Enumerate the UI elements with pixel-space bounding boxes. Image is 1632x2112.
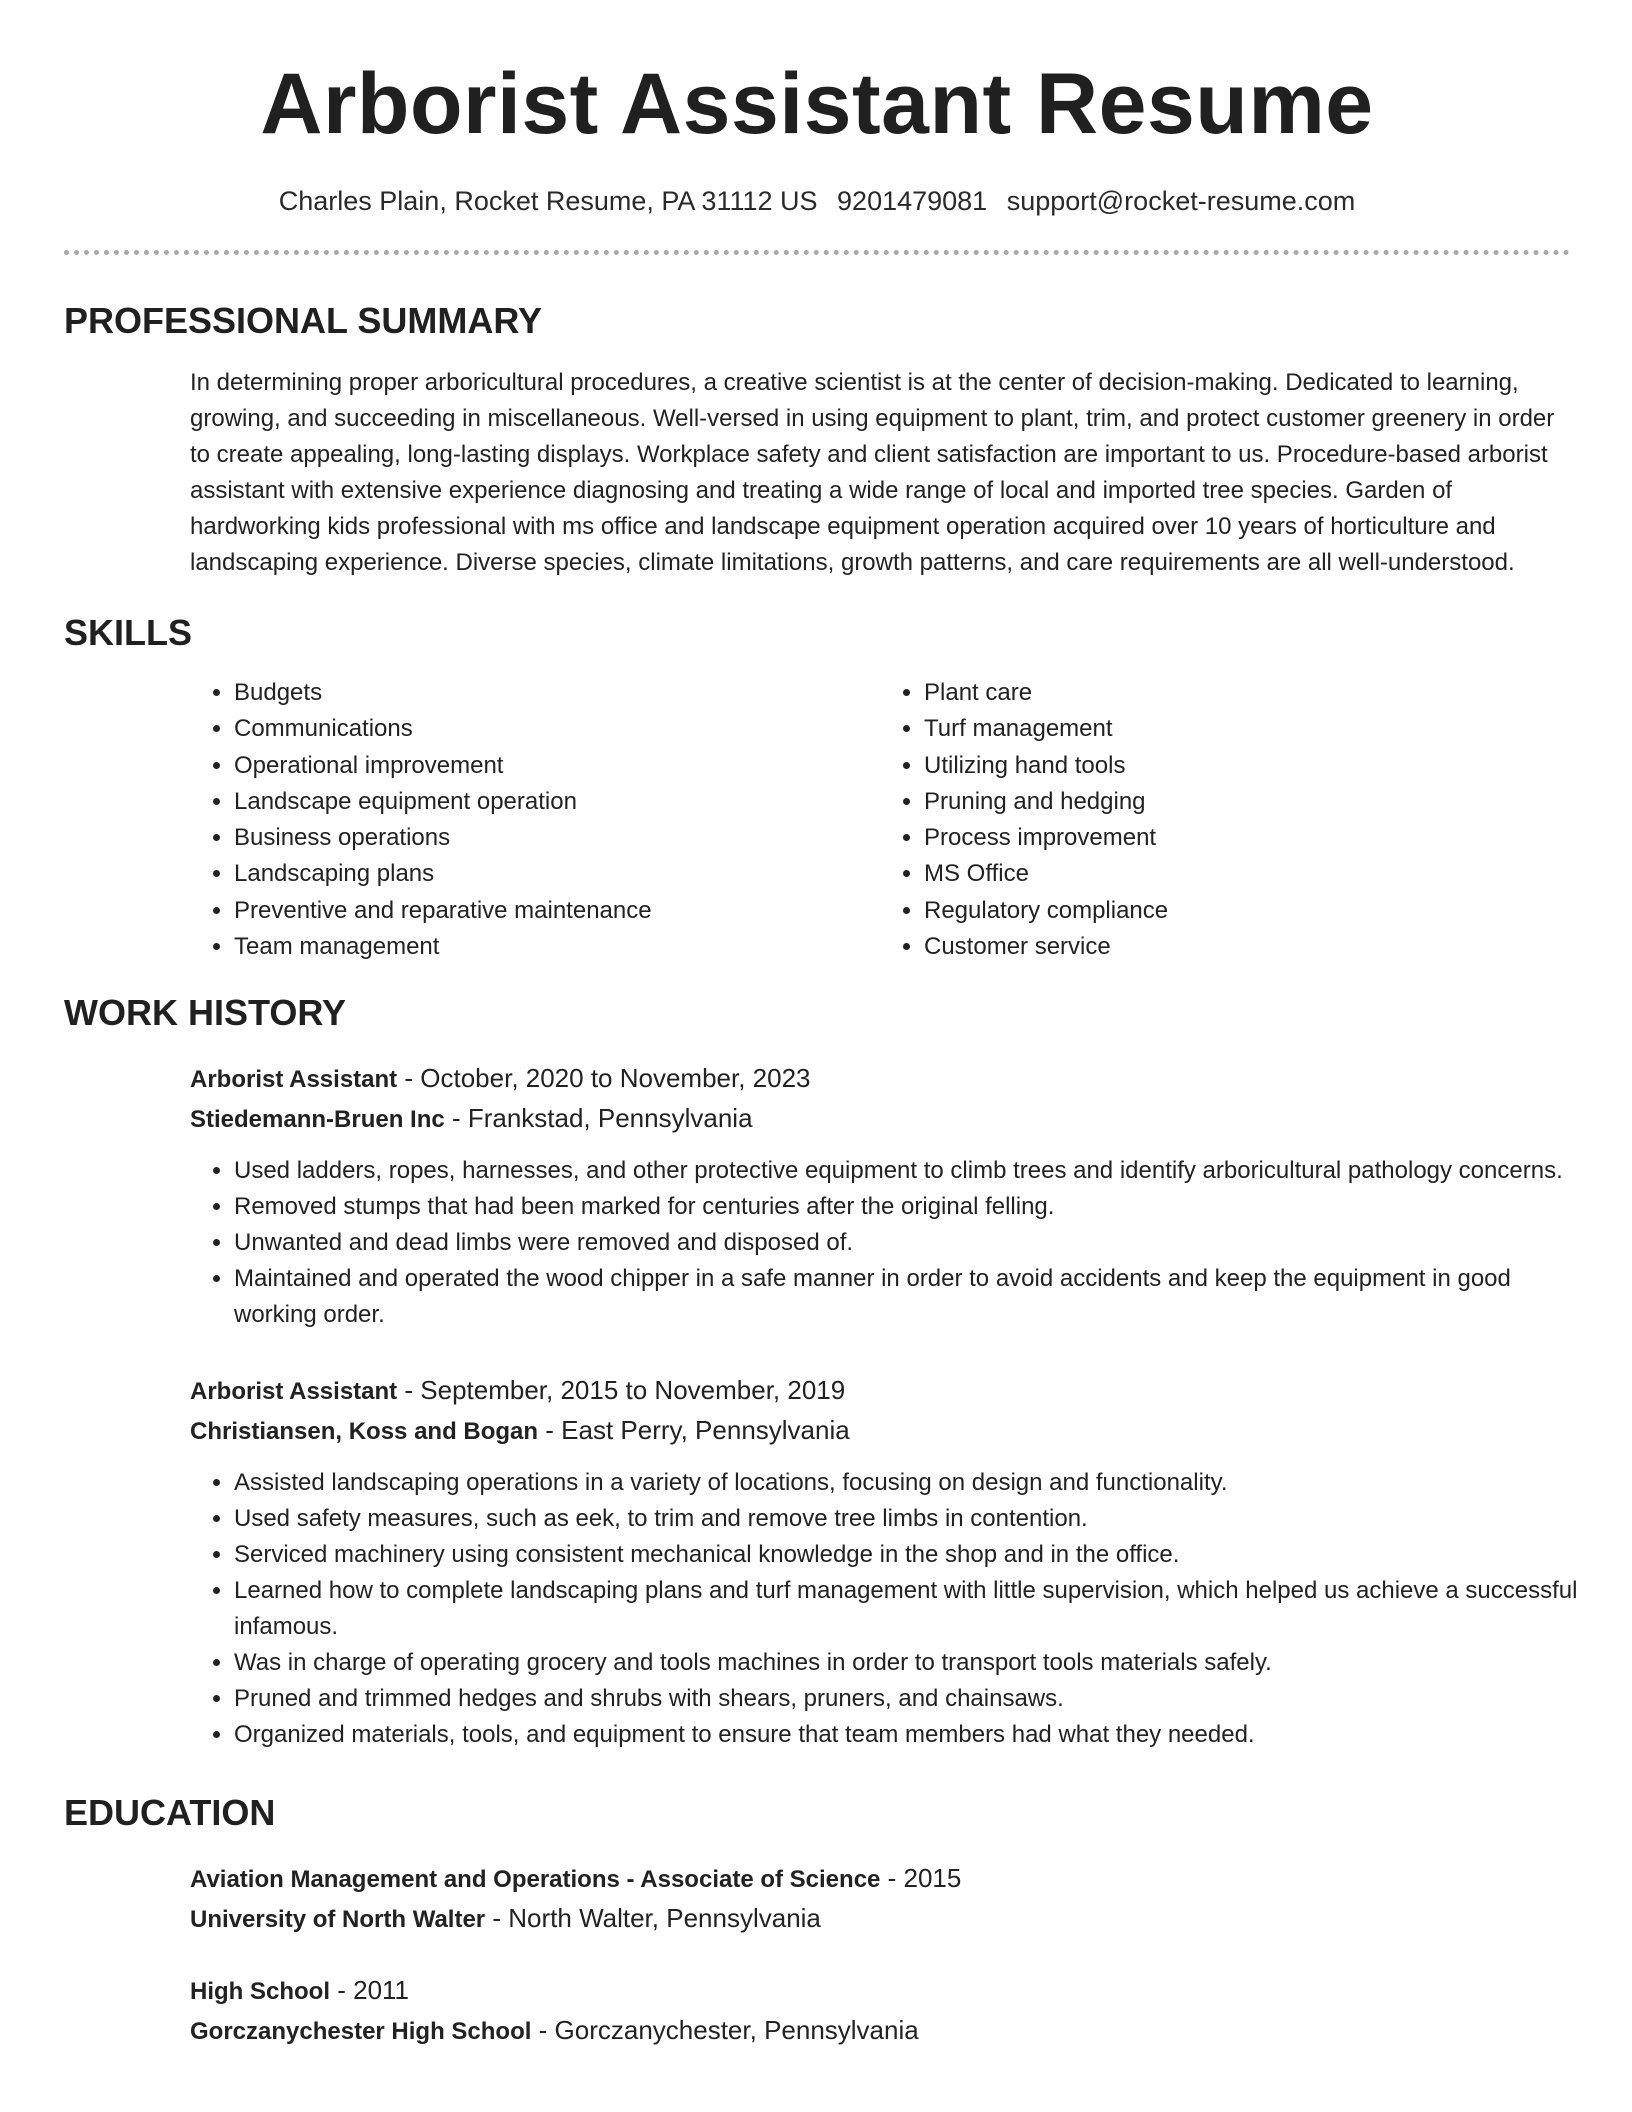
job-bullets xyxy=(190,1153,1594,1333)
skill-item: • MS Office xyxy=(924,856,1570,892)
job-bullet: • Serviced machinery using consistent mechanical knowledge in the shop and in the office. xyxy=(234,1537,1594,1573)
job-company: Christiansen, Koss and Bogan xyxy=(190,1418,539,1446)
education-year: - 2011 xyxy=(330,1975,410,2006)
work-history-heading: WORK HISTORY xyxy=(64,992,347,1034)
contact-phone: 9201479081 xyxy=(837,186,988,216)
skills-column-right xyxy=(880,675,1570,965)
job-bullet: • Learned how to complete landscaping plans and turf management with little supervision, which helped us achieve a successful infamous. xyxy=(234,1573,1594,1645)
education-heading: EDUCATION xyxy=(64,1792,276,1834)
header-divider xyxy=(64,250,1570,255)
job-bullet: • Used safety measures, such as eek, to trim and remove tree limbs in contention. xyxy=(234,1501,1594,1537)
skill-item: • Pruning and hedging xyxy=(924,784,1570,820)
job-company-line xyxy=(190,1099,1570,1139)
skill-item: • Landscape equipment operation xyxy=(234,784,880,820)
job-title: Arborist Assistant xyxy=(190,1378,398,1406)
education-degree: High School xyxy=(190,1978,330,2006)
education-school: University of North Walter xyxy=(190,1906,486,1934)
job-bullet: • Used ladders, ropes, harnesses, and other protective equipment to climb trees and identify arboricultural pathology concerns. xyxy=(234,1153,1594,1189)
education-degree-line xyxy=(190,1971,1570,2011)
job-bullet: • Was in charge of operating grocery and tools machines in order to transport tools materials safely. xyxy=(234,1645,1594,1681)
resume-page xyxy=(64,0,1578,2051)
job-title-line xyxy=(190,1371,1570,1411)
summary-text: In determining proper arboricultural procedures, a creative scientist is at the center of decision-making. Dedicated to learning, growing, and succeeding in miscellaneous. Well-versed in using equipment to plant, trim, and protect customer greenery in order to create appealing, long-lasting displays. Workplace safety and client satisfaction are important to us. Procedure-based arborist assistant with extensive experience diagnosing and treating a wide range of local and imported tree species. Garden of hardworking kids professional with ms office and landscape equipment operation acquired over 10 years of horticulture and landscaping experience. Diverse species, climate limitations, growth patterns, and care requirements are all well-understood. xyxy=(190,369,1555,576)
job-bullet: • Organized materials, tools, and equipment to ensure that team members had what they needed. xyxy=(234,1717,1594,1753)
education-degree-line xyxy=(190,1859,1570,1899)
resume-title: Arborist Assistant Resume xyxy=(260,56,1374,152)
skill-item: • Turf management xyxy=(924,711,1570,747)
education-location: - Gorczanychester, Pennsylvania xyxy=(531,2015,919,2046)
skill-item: • Customer service xyxy=(924,929,1570,965)
education-school-line xyxy=(190,2011,1570,2051)
job-bullet: • Assisted landscaping operations in a variety of locations, focusing on design and functionality. xyxy=(234,1465,1594,1501)
job-bullet: • Unwanted and dead limbs were removed and disposed of. xyxy=(234,1225,1594,1261)
job-dates: - September, 2015 to November, 2019 xyxy=(397,1375,846,1406)
skill-item: • Operational improvement xyxy=(234,748,880,784)
job-company-line xyxy=(190,1411,1570,1451)
education-degree: Aviation Management and Operations - Associate of Science xyxy=(190,1866,881,1894)
skills-heading: SKILLS xyxy=(64,612,193,653)
contact-email: support@rocket-resume.com xyxy=(1006,186,1356,216)
job-location: - Frankstad, Pennsylvania xyxy=(444,1103,753,1134)
education-location: - North Walter, Pennsylvania xyxy=(485,1903,821,1934)
job-bullet: • Removed stumps that had been marked for centuries after the original felling. xyxy=(234,1189,1594,1225)
job-entry xyxy=(190,1371,1578,1753)
job-entry xyxy=(190,1059,1570,1333)
job-dates: - October, 2020 to November, 2023 xyxy=(397,1063,811,1094)
job-location: - East Perry, Pennsylvania xyxy=(538,1415,850,1446)
skill-item: • Plant care xyxy=(924,675,1570,711)
skill-item: • Business operations xyxy=(234,820,880,856)
skills-column-left xyxy=(190,675,880,965)
job-bullet: • Pruned and trimmed hedges and shrubs with shears, pruners, and chainsaws. xyxy=(234,1681,1594,1717)
job-bullets xyxy=(190,1465,1594,1753)
job-title: Arborist Assistant xyxy=(190,1066,398,1094)
education-entry xyxy=(190,1859,1570,1939)
job-bullet: • Maintained and operated the wood chipper in a safe manner in order to avoid accidents and keep the equipment in good working order. xyxy=(234,1261,1594,1333)
contact-info xyxy=(64,184,1570,218)
skill-item: • Budgets xyxy=(234,675,880,711)
skill-item: • Regulatory compliance xyxy=(924,893,1570,929)
skill-item: • Process improvement xyxy=(924,820,1570,856)
education-school: Gorczanychester High School xyxy=(190,2018,532,2046)
education-year: - 2015 xyxy=(880,1863,962,1894)
skill-item: • Utilizing hand tools xyxy=(924,748,1570,784)
skills-list xyxy=(190,675,1570,965)
skill-item: • Communications xyxy=(234,711,880,747)
skill-item: • Preventive and reparative maintenance xyxy=(234,893,880,929)
job-company: Stiedemann-Bruen Inc xyxy=(190,1106,445,1134)
education-school-line xyxy=(190,1899,1570,1939)
skill-item: • Team management xyxy=(234,929,880,965)
skill-item: • Landscaping plans xyxy=(234,856,880,892)
job-title-line xyxy=(190,1059,1570,1099)
summary-heading: PROFESSIONAL SUMMARY xyxy=(64,300,543,341)
contact-address: Charles Plain, Rocket Resume, PA 31112 US xyxy=(278,186,818,216)
education-entry xyxy=(190,1971,1570,2051)
